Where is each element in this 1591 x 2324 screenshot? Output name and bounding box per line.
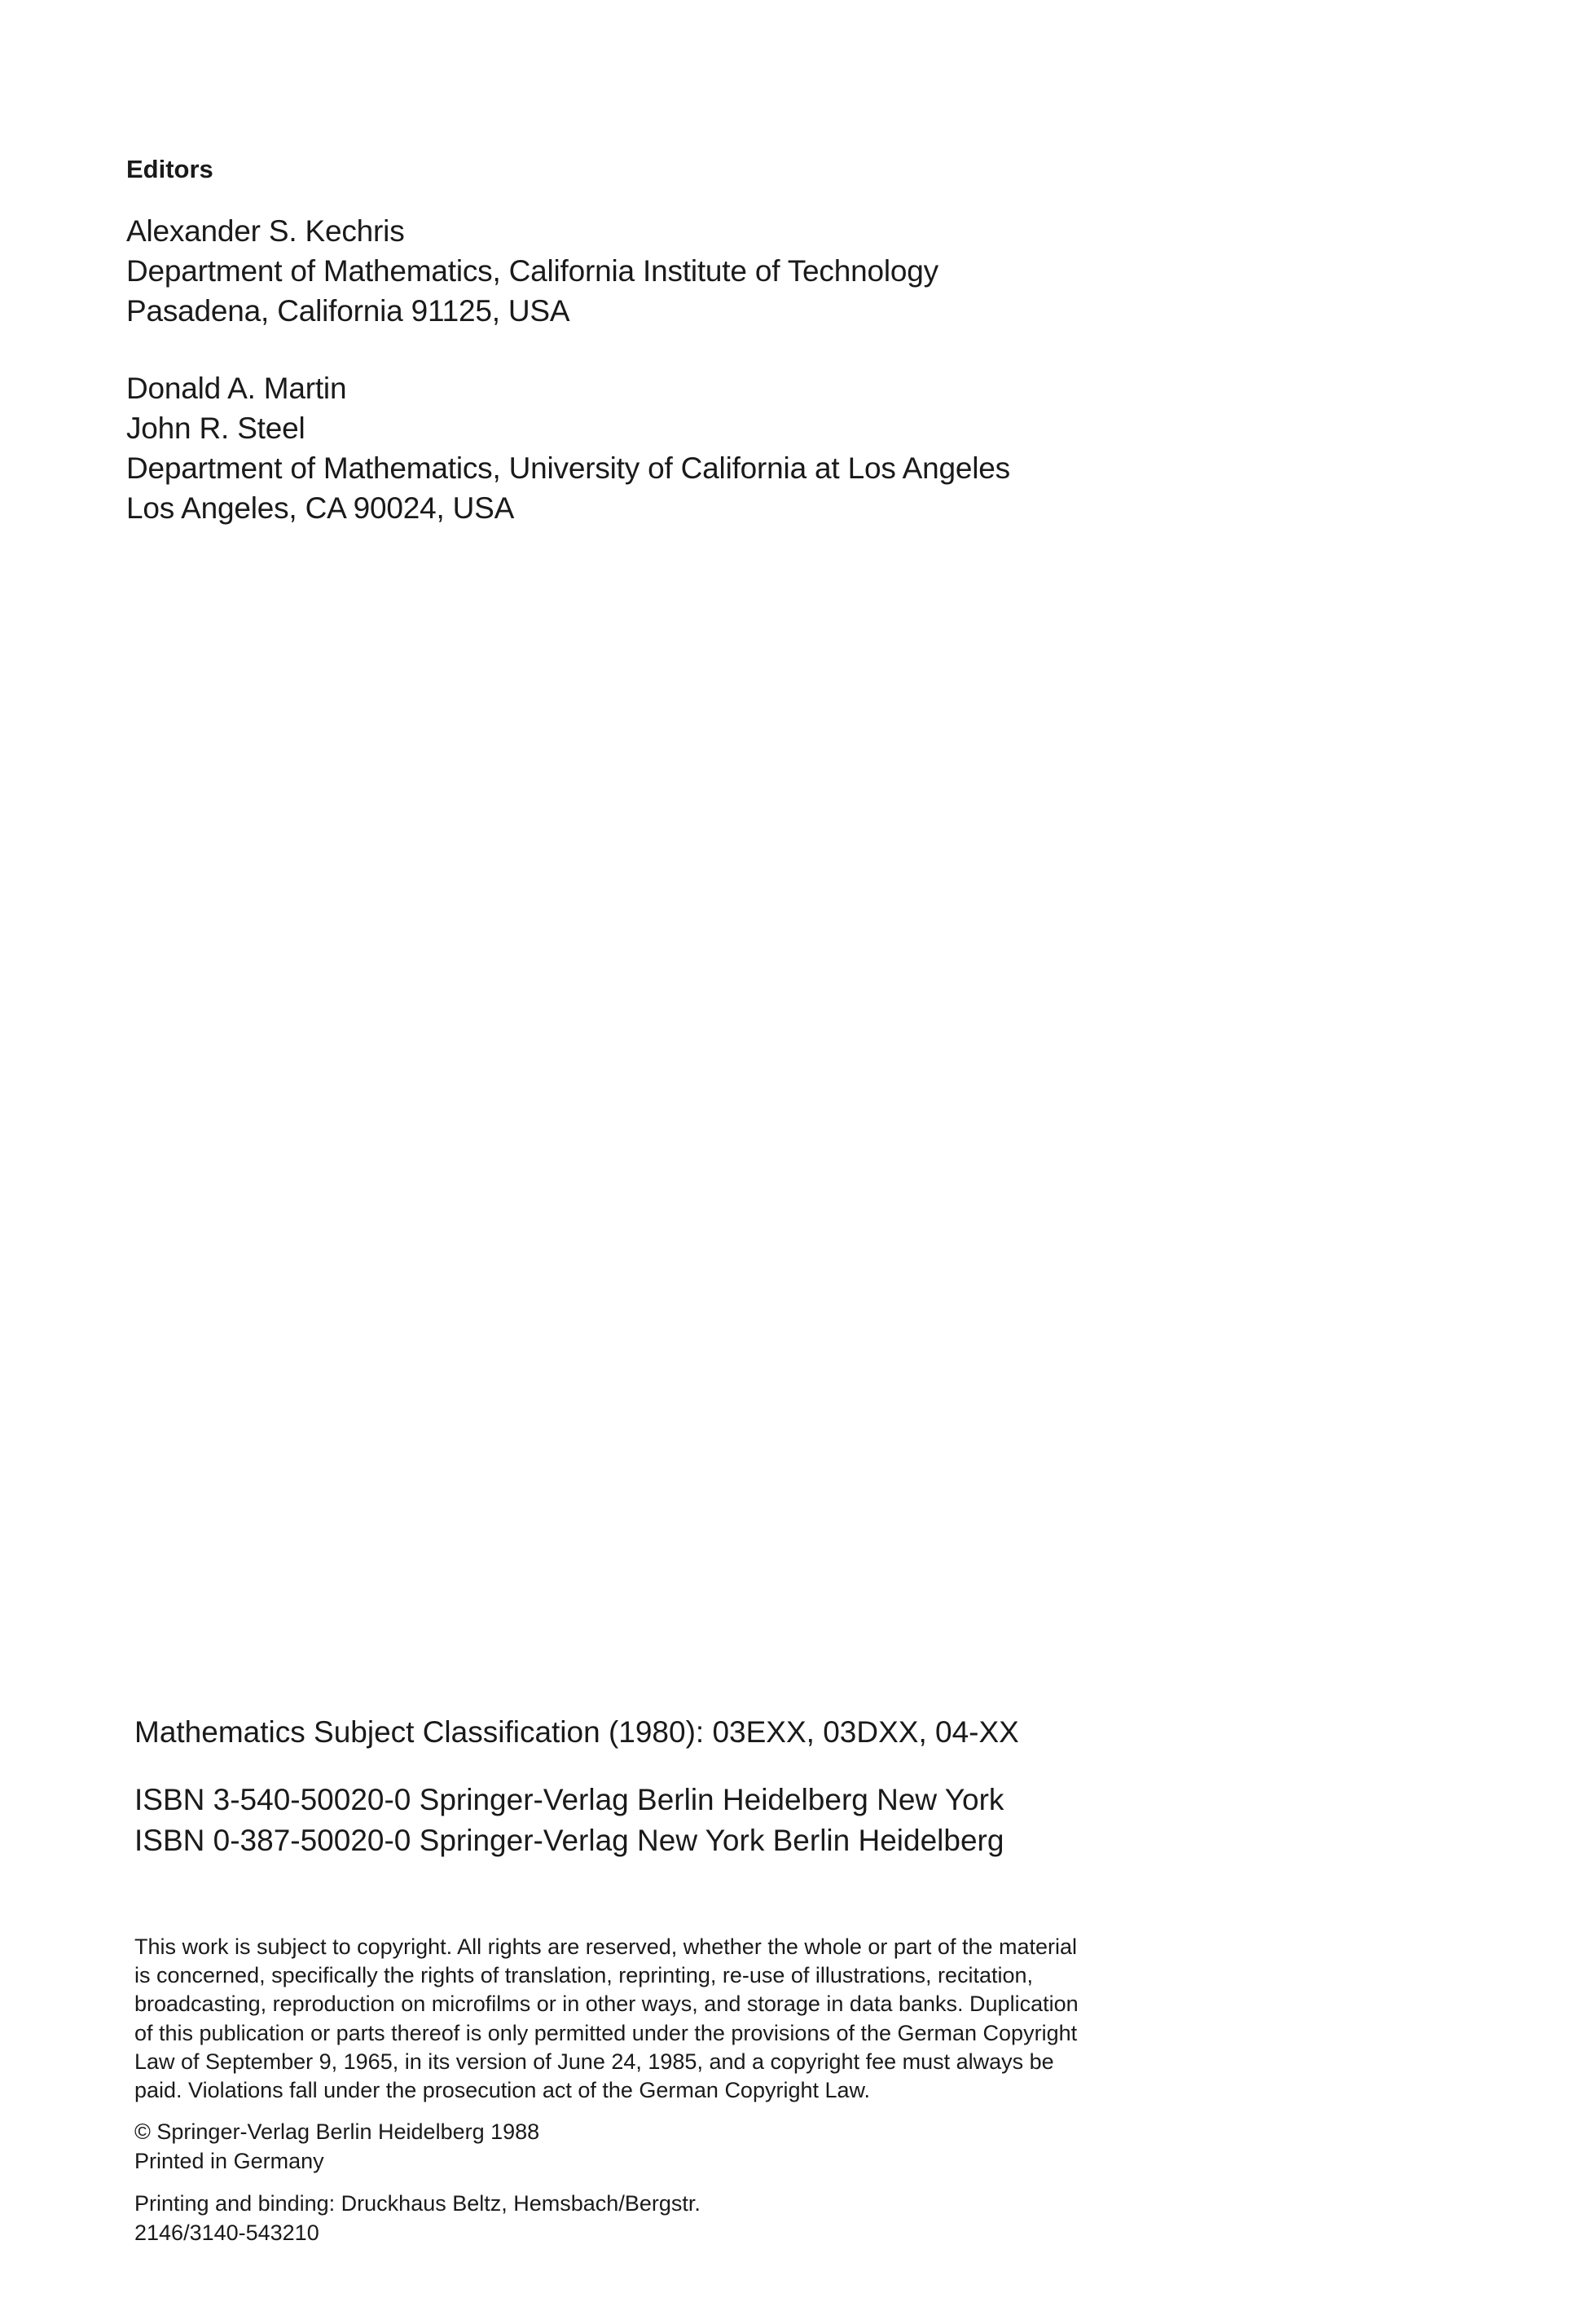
copyright-line: broadcasting, reproduction on microfilms or in other ways, and storage in data banks. Duplication — [134, 1992, 1079, 2017]
editor-name: Alexander S. Kechris — [126, 214, 405, 248]
editor-address-block-martin-steel — [126, 368, 1010, 528]
printing-block — [134, 2189, 701, 2247]
editor-location: Pasadena, California 91125, USA — [126, 294, 570, 328]
isbn-line: ISBN 0-387-50020-0 Springer-Verlag New York Berlin Heidelberg — [134, 1824, 1004, 1857]
subject-classification: Mathematics Subject Classification (1980): 03EXX, 03DXX, 04-XX — [134, 1715, 1019, 1749]
editor-name: Donald A. Martin — [126, 372, 347, 405]
isbn-block — [134, 1780, 1004, 1861]
editors-heading: Editors — [126, 155, 213, 183]
editor-department: Department of Mathematics, University of California at Los Angeles — [126, 451, 1010, 485]
copyright-line: This work is subject to copyright. All rights are reserved, whether the whole or part of the material — [134, 1934, 1078, 1959]
editor-department: Department of Mathematics, California Institute of Technology — [126, 254, 938, 288]
printed-in: Printed in Germany — [134, 2149, 324, 2173]
copyright-line: paid. Violations fall under the prosecution act of the German Copyright Law. — [134, 2078, 871, 2103]
editor-name: John R. Steel — [126, 412, 305, 445]
copyright-holder: © Springer-Verlag Berlin Heidelberg 1988 — [134, 2119, 540, 2144]
printing-binding: Printing and binding: Druckhaus Beltz, Hemsbach/Bergstr. — [134, 2191, 701, 2216]
copyright-line: of this publication or parts thereof is only permitted under the provisions of the German Copyright — [134, 2020, 1078, 2045]
publisher-block — [134, 2117, 539, 2176]
copyright-notice — [134, 1933, 1210, 2105]
copyright-line: Law of September 9, 1965, in its version of June 24, 1985, and a copyright fee must always be — [134, 2049, 1054, 2074]
editor-location: Los Angeles, CA 90024, USA — [126, 491, 515, 525]
print-code: 2146/3140-543210 — [134, 2221, 319, 2245]
copyright-line: is concerned, specifically the rights of translation, reprinting, re-use of illustrations, recitation, — [134, 1963, 1034, 1988]
editor-address-block-kechris — [126, 211, 938, 331]
isbn-line: ISBN 3-540-50020-0 Springer-Verlag Berlin Heidelberg New York — [134, 1783, 1004, 1816]
